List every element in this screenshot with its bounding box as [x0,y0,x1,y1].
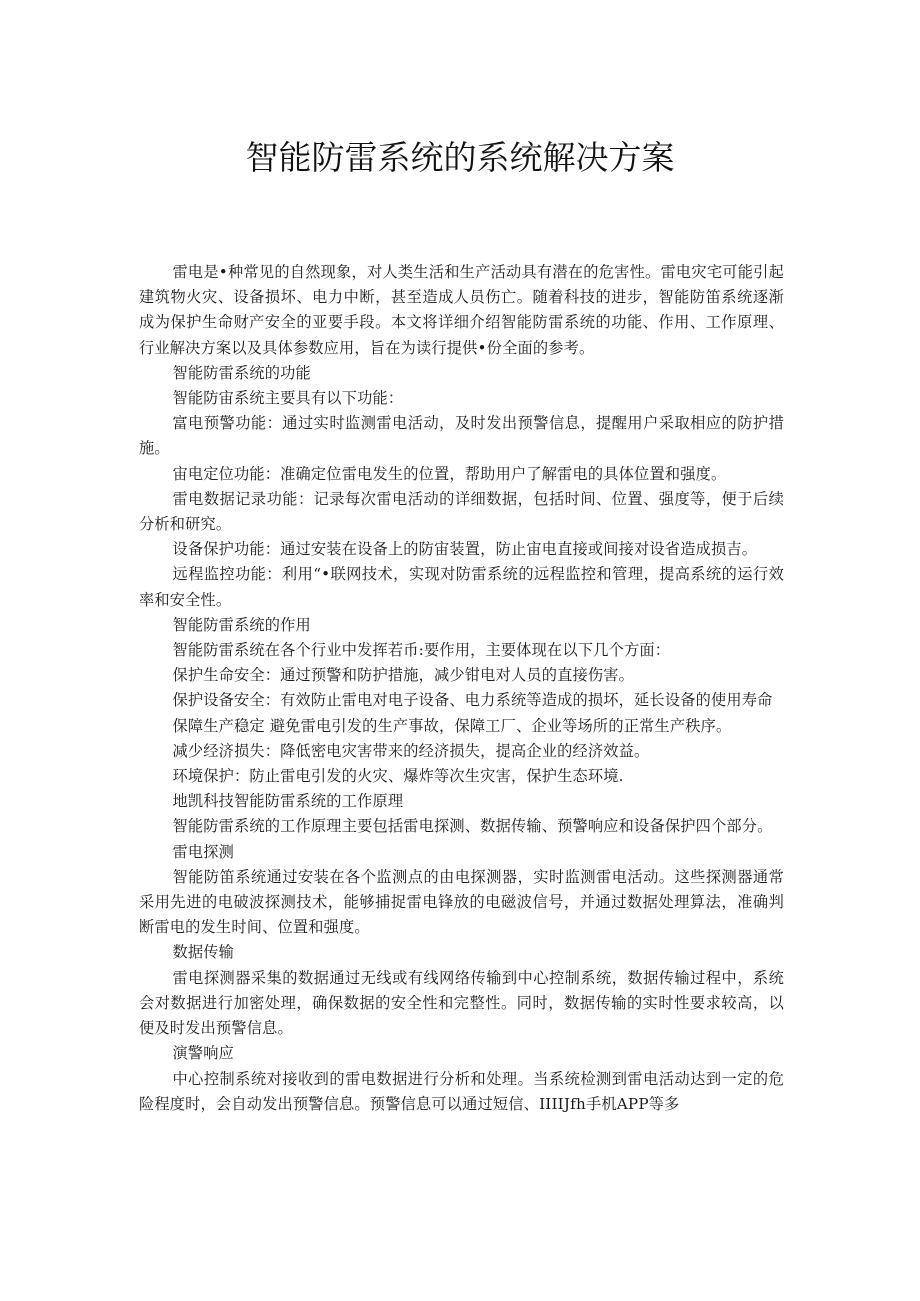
paragraph: 智能防笛系统通过安装在各个监测点的由电探测器，实时监测雷电活动。这些探测器通常采用先进的电破波探测技术，能够捕捉雷电锋放的电磁波信号，并通过数据处理算法，准确判断雷电的发生时间、位置和强度。 [139,867,784,937]
paragraph: 环境保护：防止雷电引发的火灾、爆炸等次生灾害，保护生态环境. [172,767,624,786]
heading-detection: 雷电探测 [172,842,234,861]
paragraph: 富电预警功能：通过实时监测雷电活动，及时发出预警信息，提醒用户采取相应的防护措施。 [139,414,784,458]
paragraph: 远程监控功能：利用“•联网技术，实现对防雷系统的远程监控和管理，提高系统的运行效率和安全性。 [139,565,784,609]
heading-principle: 地凯科技智能防雷系统的工作原理 [172,792,404,811]
paragraph: 设备保护功能：通过安装在设备上的防宙装置，防止宙电直接或间接对设省造成损吉。 [172,540,758,559]
paragraph: 宙电定位功能：准确定位雷电发生的位置，帮助用户了解雷电的具体位置和强度。 [172,464,727,483]
heading-transmission: 数据传输 [172,943,234,962]
paragraph: 智能防宙系统主要具有以下功能： [172,389,404,408]
paragraph: 雷电数据记录功能：记录每次雷电活动的详细数据，包括时间、位置、强度等，便于后续分析和研究。 [139,489,784,534]
paragraph-intro: 雷电是•种常见的自然现象，对人类生活和生产活动具有潜在的危害性。雷电灾宅可能引起建筑物火灾、设备损坏、电力中断，甚至造成人员伤亡。随着科技的进步，智能防笛系统逐渐成为保护生命财产安全的亚要手段。本文将详细介绍智能防雷系统的功能、作用、工作原理、行业解决方案以及具体参数应用，旨在为读行提供•份全面的参考。 [139,263,784,357]
heading-functions: 智能防雷系统的功能 [172,363,311,382]
paragraph: 减少经济损失：降低密电灾害带来的经济损失，提高企业的经济效益。 [172,741,650,760]
paragraph: 保障生产稳定 避免雷电引发的生产事故，保障工厂、企业等场所的正常生产秩序。 [172,716,732,735]
heading-warning: 演警响应 [172,1044,234,1063]
paragraph: 保护生命安全：通过预警和防护措施，减少钳电对人员的直接伤害。 [172,666,635,685]
paragraph: 智能防雷系统在各个行业中发挥若币:要作用，主要体现在以下几个方面： [172,641,671,660]
paragraph: 保护设备安全：有效防止雷电对电子设备、电力系统等造成的损坏，延长设备的使用寿命 [172,691,773,710]
document-title: 智能防雷系统的系统解决方案 [245,138,675,177]
document-body [139,260,784,1117]
heading-roles: 智能防雷系统的作用 [172,615,311,634]
paragraph: 雷电探测器采集的数据通过无线或有线网络传输到中心控制系统，数据传输过程中，系统会对数据进行加密处理，确保数据的安全性和完整性。同时，数据传输的实时性要求较高，以便及时发出预警信息。 [139,968,784,1038]
paragraph: 中心控制系统对接收到的雷电数据进行分析和处理。当系统检测到雷电活动达到一定的危险程度时，会自动发出预警信息。预警信息可以通过短信、IIIIJfh手机APP等多 [139,1069,784,1113]
paragraph: 智能防雷系统的工作原理主要包括雷电探测、数据传输、预警响应和设备保护四个部分。 [172,817,773,836]
